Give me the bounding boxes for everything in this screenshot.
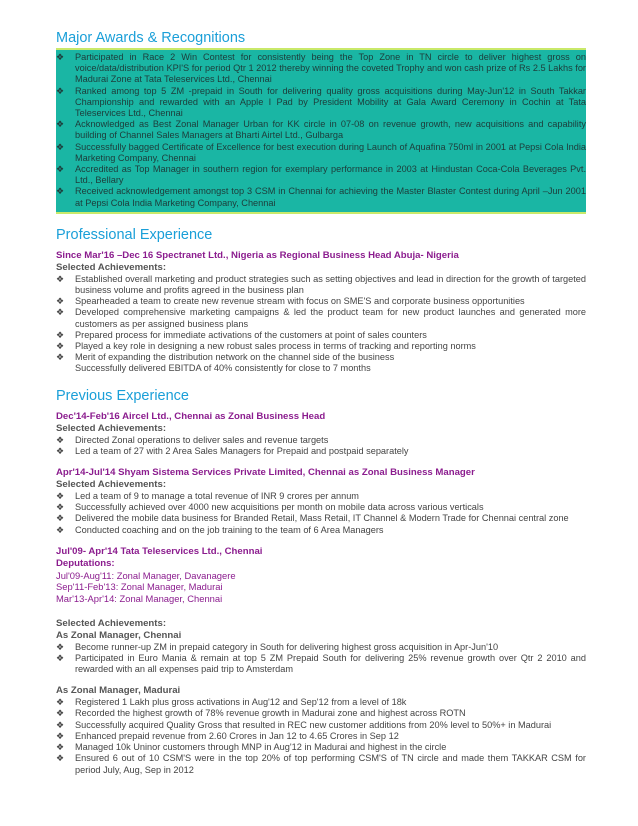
- selected-achievements-label: Selected Achievements:: [56, 261, 167, 273]
- bullet-item: [56, 330, 586, 341]
- bullet-item: [56, 186, 586, 208]
- bullet-item: [56, 274, 586, 296]
- diamond-bullet-icon: ❖: [56, 85, 65, 96]
- bullet-item: [56, 642, 586, 653]
- bullet-item: [56, 119, 586, 141]
- bullet-item: [56, 720, 586, 731]
- chennai-achievements-list: [56, 642, 586, 676]
- deputation-item: Sep'11-Feb'13: Zonal Manager, Madurai: [56, 581, 223, 593]
- bullet-text: Registered 1 Lakh plus gross activations in Aug'12 and Sep'12 from a level of 18k: [75, 697, 407, 708]
- bullet-text: Successfully bagged Certificate of Excellence for best execution during Launch of Aquafina 750ml in 2001 at Pepsi Cola India Marketing Company, Chennai: [75, 141, 586, 163]
- diamond-bullet-icon: ❖: [56, 742, 65, 753]
- diamond-bullet-icon: ❖: [56, 753, 65, 764]
- bullet-item: [56, 352, 586, 363]
- diamond-bullet-icon: ❖: [56, 164, 65, 175]
- chennai-role-label: As Zonal Manager, Chennai: [56, 629, 182, 641]
- diamond-bullet-icon: ❖: [56, 491, 65, 502]
- madurai-role-label: As Zonal Manager, Madurai: [56, 685, 181, 697]
- trailing-achievement: Successfully delivered EBITDA of 40% consistently for close to 7 months: [75, 363, 371, 374]
- deputation-item: Jul'09-Aug'11: Zonal Manager, Davanagere: [56, 569, 236, 581]
- job-title-shyam: Apr'14-Jul'14 Shyam Sistema Services Private Limited, Chennai as Zonal Business Manager: [56, 467, 475, 479]
- bullet-item: [56, 446, 586, 457]
- bullet-text: Prepared process for immediate activations of the customers at point of sales counters: [75, 329, 427, 340]
- resume-page: [56, 30, 586, 776]
- diamond-bullet-icon: ❖: [56, 307, 65, 318]
- diamond-bullet-icon: ❖: [56, 652, 65, 663]
- diamond-bullet-icon: ❖: [56, 730, 65, 741]
- bullet-text: Participated in Euro Mania & remain at top 5 ZM Prepaid South for delivering 25% revenue growth over Qtr 2 2010 and rewarded with an all expenses paid trip to Amsterdam: [75, 652, 586, 675]
- diamond-bullet-icon: ❖: [56, 329, 65, 340]
- bullet-text: Recorded the highest growth of 78% revenue growth in Madurai zone and highest across ROTN: [75, 708, 466, 719]
- bullet-text: Developed comprehensive marketing campaigns & led the product team for new product launches and generated more customers as per assigned business plans: [75, 307, 586, 329]
- diamond-bullet-icon: ❖: [56, 141, 65, 152]
- professional-achievements-list: [56, 274, 586, 364]
- selected-achievements-label: Selected Achievements:: [56, 617, 167, 629]
- bullet-item: [56, 502, 586, 513]
- deputations-label: Deputations:: [56, 557, 115, 569]
- bullet-item: [56, 296, 586, 307]
- bullet-text: Become runner-up ZM in prepaid category in South for delivering highest gross acquisition in Apr-Jun'10: [75, 641, 499, 652]
- diamond-bullet-icon: ❖: [56, 513, 65, 524]
- bullet-text: Successfully achieved over 4000 new acquisitions per month on mobile data across various verticals: [75, 502, 484, 513]
- bullet-item: [56, 491, 586, 502]
- diamond-bullet-icon: ❖: [56, 708, 65, 719]
- diamond-bullet-icon: ❖: [56, 719, 65, 730]
- bullet-text: Directed Zonal operations to deliver sales and revenue targets: [75, 434, 329, 445]
- diamond-bullet-icon: ❖: [56, 502, 65, 513]
- bullet-text: Ranked among top 5 ZM -prepaid in South for delivering quality gross acquisitions during May-Jun'12 in South Takkar Championship and rewarded with an Apple I Pad by President Mobility at Gala Award Ceremony in Cochin at Tata Teleservices Ltd., Chennai: [75, 85, 586, 119]
- previous-section-title: Previous Experience: [56, 387, 189, 404]
- diamond-bullet-icon: ❖: [56, 273, 65, 284]
- bullet-text: Accredited as Top Manager in southern region for exemplary performance in 2003 at Hindustan Coca-Cola Beverages Pvt. Ltd., Bellary: [75, 164, 586, 186]
- diamond-bullet-icon: ❖: [56, 445, 65, 456]
- job-title-tata: Jul'09- Apr'14 Tata Teleservices Ltd., Chennai: [56, 545, 263, 557]
- bullet-text: Acknowledged as Best Zonal Manager Urban for KK circle in 07-08 on revenue growth, new acquisitions and capability building of Channel Sales Managers at Bharti Airtel Ltd., Gulbarga: [75, 119, 586, 141]
- bullet-item: [56, 52, 586, 86]
- bullet-item: [56, 697, 586, 708]
- bullet-text: Spearheaded a team to create new revenue stream with focus on SME'S and corporate business opportunities: [75, 296, 525, 307]
- bullet-item: [56, 86, 586, 120]
- diamond-bullet-icon: ❖: [56, 641, 65, 652]
- bullet-item: [56, 513, 586, 524]
- bullet-item: [56, 142, 586, 164]
- diamond-bullet-icon: ❖: [56, 52, 65, 62]
- bullet-text: Ensured 6 out of 10 CSM'S were in the top 20% of top performing CSM'S of TN circle and made them TAKKAR CSM for period July, Aug, Sep in 2012: [75, 753, 586, 775]
- diamond-bullet-icon: ❖: [56, 434, 65, 445]
- madurai-achievements-list: [56, 697, 586, 775]
- aircel-achievements-list: [56, 435, 586, 457]
- diamond-bullet-icon: ❖: [56, 352, 65, 363]
- bullet-text: Successfully acquired Quality Gross that resulted in REC new customer additions from 20% level to 50%+ in Madurai: [75, 719, 552, 730]
- bullet-item: [56, 307, 586, 329]
- diamond-bullet-icon: ❖: [56, 341, 65, 352]
- bullet-text: Managed 10k Uninor customers through MNP in Aug'12 in Madurai and highest in the circle: [75, 742, 447, 753]
- deputation-item: Mar'13-Apr'14: Zonal Manager, Chennai: [56, 593, 223, 605]
- bullet-text: Merit of expanding the distribution network on the channel side of the business: [75, 352, 395, 363]
- bullet-item: [56, 742, 586, 753]
- selected-achievements-label: Selected Achievements:: [56, 422, 167, 434]
- shyam-achievements-list: [56, 491, 586, 536]
- diamond-bullet-icon: ❖: [56, 524, 65, 535]
- selected-achievements-label: Selected Achievements:: [56, 479, 167, 491]
- bullet-item: [56, 164, 586, 186]
- bullet-item: [56, 341, 586, 352]
- professional-section-title: Professional Experience: [56, 226, 213, 243]
- bullet-text: Participated in Race 2 Win Contest for consistently being the Top Zone in TN circle to deliver highest gross on voice/data/distribution KPI'S for period Qtr 1 2012 thereby winning the coveted Trophy and won cash prize of Rs 2.5 Lakhs for Madurai Zone at Tata Teleservices Ltd., Chennai: [75, 52, 586, 85]
- bullet-text: Delivered the mobile data business for Branded Retail, Mass Retail, IT Channel & Modern Trade for Chennai central zone: [75, 513, 569, 524]
- bullet-text: Played a key role in designing a new robust sales process in terms of tracking and reporting norms: [75, 341, 476, 352]
- bullet-item: [56, 753, 586, 775]
- bullet-item: [56, 731, 586, 742]
- bullet-text: Conducted coaching and on the job training to the team of 6 Area Managers: [75, 524, 384, 535]
- diamond-bullet-icon: ❖: [56, 296, 65, 307]
- bullet-text: Led a team of 27 with 2 Area Sales Managers for Prepaid and postpaid separately: [75, 445, 409, 456]
- bullet-text: Led a team of 9 to manage a total revenue of INR 9 crores per annum: [75, 491, 359, 502]
- bullet-text: Received acknowledgement amongst top 3 CSM in Chennai for achieving the Master Blaster Contest during April –Jun 2001 at Pepsi Cola India Marketing Company, Chennai: [75, 186, 586, 208]
- diamond-bullet-icon: ❖: [56, 186, 65, 197]
- bullet-item: [56, 525, 586, 536]
- bullet-item: [56, 435, 586, 446]
- diamond-bullet-icon: ❖: [56, 697, 65, 708]
- bullet-item: [56, 653, 586, 675]
- bullet-item: [56, 708, 586, 719]
- bullet-text: Established overall marketing and product strategies such as setting objectives and lead in direction for the growth of targeted business volume and profits agreed in the business plan: [75, 273, 586, 296]
- awards-section-title: Major Awards & Recognitions: [56, 30, 246, 46]
- job-title-aircel: Dec'14-Feb'16 Aircel Ltd., Chennai as Zonal Business Head: [56, 410, 326, 422]
- diamond-bullet-icon: ❖: [56, 119, 65, 130]
- awards-box: [56, 48, 586, 214]
- bullet-text: Enhanced prepaid revenue from 2.60 Crores in Jan 12 to 4.65 Crores in Sep 12: [75, 730, 399, 741]
- job-title-spectranet: Since Mar'16 –Dec 16 Spectranet Ltd., Nigeria as Regional Business Head Abuja- Nigeria: [56, 249, 459, 261]
